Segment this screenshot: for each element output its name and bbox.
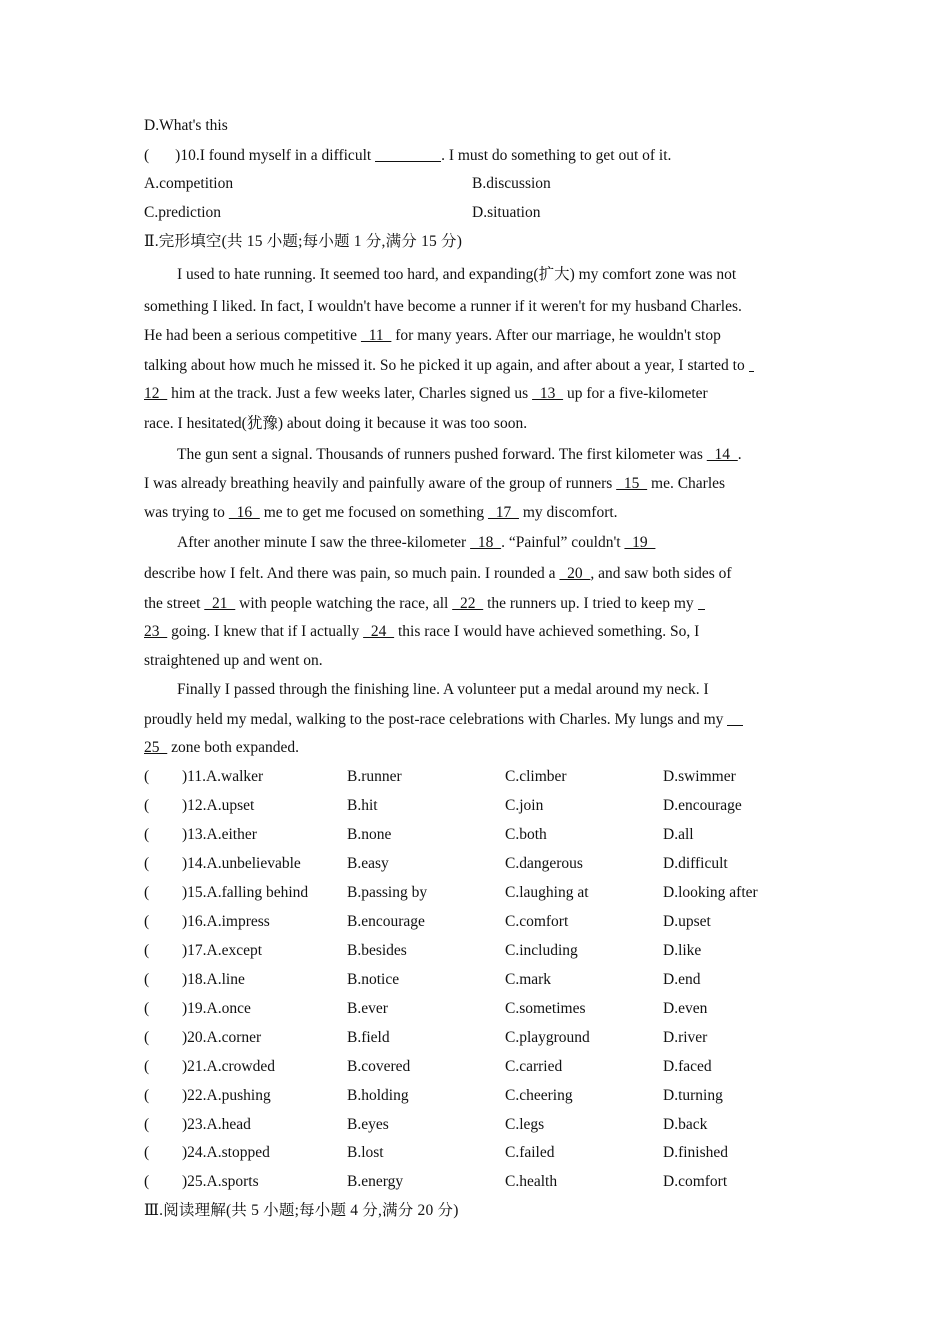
answer-paren[interactable]: ( <box>144 826 150 843</box>
option-b[interactable]: B.encourage <box>347 913 425 930</box>
q10-options-row1 <box>144 175 551 192</box>
blank-23[interactable]: 23 <box>144 623 168 640</box>
option-a[interactable]: )19.A.once <box>182 1000 251 1017</box>
answer-paren[interactable]: ( <box>144 1144 150 1161</box>
option-a[interactable]: )21.A.crowded <box>182 1058 275 1075</box>
option-a[interactable]: )17.A.except <box>182 942 263 959</box>
option-b[interactable]: B.ever <box>347 1000 388 1017</box>
option-b[interactable]: B.field <box>347 1029 390 1046</box>
option-a[interactable]: )24.A.stopped <box>182 1144 270 1161</box>
option-c[interactable]: C.laughing at <box>505 884 589 901</box>
option-d[interactable]: D.back <box>663 1116 708 1133</box>
q10-options-row2 <box>144 204 541 221</box>
option-d[interactable]: D.difficult <box>663 855 728 872</box>
passage-line: straightened up and went on. <box>144 652 323 669</box>
option-b[interactable]: B.covered <box>347 1058 411 1075</box>
passage-line: 12 him at the track. Just a few weeks later, Charles signed us 13 up for a five-kilometer <box>144 385 708 402</box>
option-b[interactable]: B.energy <box>347 1173 404 1190</box>
option-b[interactable]: B.none <box>347 826 392 843</box>
q10-stem: ( )10.I found myself in a difficult . I must do something to get out of it. <box>144 147 672 164</box>
blank-16[interactable]: 16 <box>228 504 260 521</box>
blank-13[interactable]: 13 <box>532 385 564 402</box>
passage-line: describe how I felt. And there was pain, so much pain. I rounded a 20 , and saw both sides of <box>144 565 732 582</box>
passage-line: talking about how much he missed it. So he picked it up again, and after about a year, I started to <box>144 357 754 374</box>
option-b[interactable]: B.hit <box>347 797 378 814</box>
option-a[interactable]: )23.A.head <box>182 1116 251 1133</box>
passage-line: I used to hate running. It seemed too hard, and expanding(扩大) my comfort zone was not <box>177 266 737 283</box>
option-b[interactable]: B.easy <box>347 855 389 872</box>
option-a[interactable]: )16.A.impress <box>182 913 270 930</box>
q10-blank[interactable] <box>375 147 441 162</box>
answer-paren[interactable]: ( <box>144 1173 150 1190</box>
blank-22[interactable]: 22 <box>452 595 484 612</box>
option-d[interactable]: D.comfort <box>663 1173 728 1190</box>
option-a[interactable]: )13.A.either <box>182 826 257 843</box>
option-d[interactable]: D.all <box>663 826 694 843</box>
passage-line: the street 21 with people watching the race, all 22 the runners up. I tried to keep my <box>144 595 705 612</box>
answer-paren[interactable]: ( <box>144 913 150 930</box>
answer-paren[interactable]: ( <box>144 1116 150 1133</box>
option-c[interactable]: C.dangerous <box>505 855 583 872</box>
blank-23-start <box>698 595 705 610</box>
answer-paren[interactable]: ( <box>144 942 150 959</box>
option-a[interactable]: )18.A.line <box>182 971 245 988</box>
option-b[interactable]: B.eyes <box>347 1116 389 1133</box>
q10-option-d[interactable]: D.situation <box>472 204 541 221</box>
answer-paren[interactable]: ( <box>144 797 150 814</box>
option-c[interactable]: C.playground <box>505 1029 590 1046</box>
option-d[interactable]: D.encourage <box>663 797 742 814</box>
option-b[interactable]: B.notice <box>347 971 400 988</box>
passage-line: I was already breathing heavily and painfully aware of the group of runners 15 me. Charles <box>144 475 726 492</box>
option-a[interactable]: )11.A.walker <box>182 768 264 785</box>
option-d[interactable]: D.turning <box>663 1087 723 1104</box>
answer-paren[interactable]: ( <box>144 147 150 164</box>
blank-19[interactable]: 19 <box>624 534 656 551</box>
option-c[interactable]: C.health <box>505 1173 558 1190</box>
blank-15[interactable]: 15 <box>616 475 648 492</box>
blank-12[interactable]: 12 <box>144 385 168 402</box>
option-d[interactable]: D.finished <box>663 1144 729 1161</box>
document-page <box>144 0 814 1344</box>
q9-option-d: D.What's this <box>144 117 228 134</box>
passage-line: race. I hesitated(犹豫) about doing it because it was too soon. <box>144 415 528 432</box>
option-b[interactable]: B.besides <box>347 942 407 959</box>
option-c[interactable]: C.mark <box>505 971 552 988</box>
q10-option-b[interactable]: B.discussion <box>472 175 551 192</box>
section2-heading: Ⅱ.完形填空(共 15 小题;每小题 1 分,满分 15 分) <box>144 233 463 250</box>
q10-option-c[interactable]: C.prediction <box>144 204 222 221</box>
passage-line: 25 zone both expanded. <box>144 739 299 756</box>
option-d[interactable]: D.like <box>663 942 702 959</box>
blank-25[interactable]: 25 <box>144 739 168 756</box>
option-a[interactable]: )20.A.corner <box>182 1029 262 1046</box>
option-b[interactable]: B.lost <box>347 1144 384 1161</box>
answer-paren[interactable]: ( <box>144 1058 150 1075</box>
passage-line: He had been a serious competitive 11 for many years. After our marriage, he wouldn't stop <box>144 327 721 344</box>
blank-17[interactable]: 17 <box>487 504 519 521</box>
blank-25-start <box>727 711 743 726</box>
option-d[interactable]: D.even <box>663 1000 708 1017</box>
option-a[interactable]: )15.A.falling behind <box>182 884 309 901</box>
option-a[interactable]: )12.A.upset <box>182 797 255 814</box>
passage-line: After another minute I saw the three-kilometer 18 . “Painful” couldn't 19 <box>177 534 656 551</box>
option-a[interactable]: )14.A.unbelievable <box>182 855 301 872</box>
option-c[interactable]: C.climber <box>505 768 567 785</box>
answer-paren[interactable]: ( <box>144 768 150 785</box>
option-d[interactable]: D.upset <box>663 913 711 930</box>
option-b[interactable]: B.holding <box>347 1087 409 1104</box>
blank-14[interactable]: 14 <box>706 446 738 463</box>
option-c[interactable]: C.including <box>505 942 578 959</box>
blank-20[interactable]: 20 <box>559 565 591 582</box>
blank-24[interactable]: 24 <box>363 623 395 640</box>
q10-option-a[interactable]: A.competition <box>144 175 234 192</box>
option-d[interactable]: D.swimmer <box>663 768 736 785</box>
passage-line: 23 going. I knew that if I actually 24 this race I would have achieved something. So, I <box>144 623 700 640</box>
option-c[interactable]: C.sometimes <box>505 1000 586 1017</box>
passage-line: The gun sent a signal. Thousands of runners pushed forward. The first kilometer was 14 . <box>177 446 742 463</box>
option-a[interactable]: )25.A.sports <box>182 1173 259 1190</box>
option-c[interactable]: C.join <box>505 797 544 814</box>
option-a[interactable]: )22.A.pushing <box>182 1087 271 1104</box>
passage-line: proudly held my medal, walking to the post-race celebrations with Charles. My lungs and my <box>144 711 743 728</box>
blank-12-start <box>749 357 754 372</box>
answer-paren[interactable]: ( <box>144 1000 150 1017</box>
option-c[interactable]: C.failed <box>505 1144 555 1161</box>
option-d[interactable]: D.river <box>663 1029 708 1046</box>
blank-18[interactable]: 18 <box>470 534 502 551</box>
option-d[interactable]: D.end <box>663 971 701 988</box>
option-b[interactable]: B.passing by <box>347 884 428 901</box>
option-c[interactable]: C.both <box>505 826 547 843</box>
blank-11[interactable]: 11 <box>360 327 392 344</box>
blank-21[interactable]: 21 <box>204 595 236 612</box>
passage-line: something I liked. In fact, I wouldn't have become a runner if it weren't for my husband Charles. <box>144 298 742 315</box>
option-d[interactable]: D.looking after <box>663 884 758 901</box>
option-b[interactable]: B.runner <box>347 768 402 785</box>
answer-paren[interactable]: ( <box>144 884 150 901</box>
answer-paren[interactable]: ( <box>144 855 150 872</box>
answer-paren[interactable]: ( <box>144 1029 150 1046</box>
passage-line: was trying to 16 me to get me focused on something 17 my discomfort. <box>144 504 618 521</box>
option-c[interactable]: C.carried <box>505 1058 563 1075</box>
option-c[interactable]: C.legs <box>505 1116 545 1133</box>
answer-paren[interactable]: ( <box>144 971 150 988</box>
option-c[interactable]: C.comfort <box>505 913 569 930</box>
option-d[interactable]: D.faced <box>663 1058 712 1075</box>
section3-heading: Ⅲ.阅读理解(共 5 小题;每小题 4 分,满分 20 分) <box>144 1202 459 1219</box>
answer-paren[interactable]: ( <box>144 1087 150 1104</box>
option-c[interactable]: C.cheering <box>505 1087 573 1104</box>
passage-line: Finally I passed through the finishing line. A volunteer put a medal around my neck. I <box>177 681 709 698</box>
